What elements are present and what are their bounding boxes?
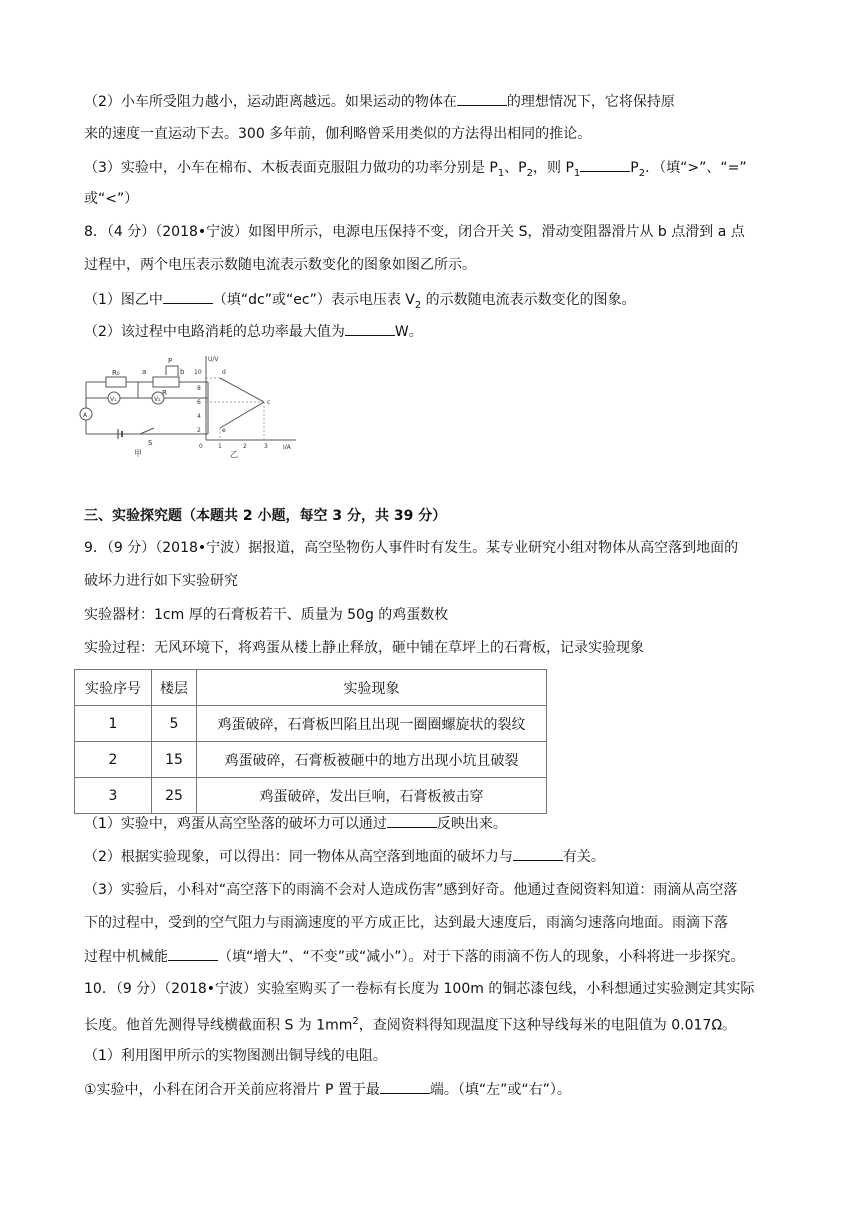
q9-part1: （1）实验中，鸡蛋从高空坠落的破坏力可以通过 反映出来。: [84, 813, 507, 834]
q7-part3-line2: 或“<”）: [84, 191, 139, 207]
answer-blank[interactable]: [380, 1079, 430, 1094]
label-b: b: [180, 368, 185, 376]
q9-part3-line3: 过程中机械能 （填“增大”、“不变”或“减小”）。对于下落的雨滴不伤人的现象，小科将进一步探究。: [84, 946, 745, 967]
label-r0: R₀: [112, 369, 120, 377]
label-v2: V₂: [154, 396, 161, 403]
q8-stem-line2: 过程中，两个电压表示数随电流表示数变化的图象如图乙所示。: [84, 257, 476, 273]
q10-stem-line1: 10．（9 分）（2018•宁波）实验室购买了一卷标有长度为 100m 的铜芯漆包线，小科想通过实验测定其实际: [84, 981, 755, 997]
q9-stem-line2: 破坏力进行如下实验研究: [84, 573, 238, 589]
q7-part2-line1: （2）小车所受阻力越小，运动距离越远。如果运动的物体在 的理想情况下，它将保持原: [84, 91, 675, 112]
answer-blank[interactable]: [457, 91, 507, 106]
q10-stem-line2: 长度。他首先测得导线横截面积 S 为 $1mm^2$，查阅资料得知现温度下这种导线每米的电阻值为 0.017Ω。: [84, 1016, 737, 1034]
label-s: S: [148, 439, 153, 447]
point-c: c: [267, 399, 271, 406]
answer-blank[interactable]: [345, 321, 395, 336]
answer-blank[interactable]: [168, 946, 218, 961]
label-a: a: [142, 368, 147, 376]
table-row: 2 15 鸡蛋破碎，石膏板被砸中的地方出现小坑且破裂: [75, 742, 547, 778]
q9-procedure: 实验过程：无风环境下，将鸡蛋从楼上静止释放，砸中铺在草坪上的石膏板，记录实验现象: [84, 640, 644, 656]
q7-part3-line1: （3）实验中，小车在棉布、木板表面克服阻力做功的功率分别是 $P_1$、$P_2$，则 $P_1$ $P_2$．（填“>”、“=”: [84, 157, 747, 184]
table-row: 3 25 鸡蛋破碎，发出巨响，石膏板被击穿: [75, 778, 547, 814]
q9-part3-line1: （3）实验后，小科对“高空落下的雨滴不会对人造成伤害”感到好奇。他通过查阅资料知道：雨滴从高空落: [84, 882, 738, 898]
table-row: 1 5 鸡蛋破碎，石膏板凹陷且出现一圈圈螺旋状的裂纹: [75, 706, 547, 742]
label-ammeter: A: [83, 412, 88, 419]
q10-part1-sub1: ①实验中，小科在闭合开关前应将滑片 P 置于最 端。（填“左”或“右”）。: [84, 1079, 571, 1100]
y-axis-label: U/V: [208, 356, 219, 363]
label-jia: 甲: [134, 449, 142, 458]
q7-part2-line2: 来的速度一直运动下去。300 多年前，伽利略曾采用类似的方法得出相同的推论。: [84, 126, 592, 142]
experiment-table: [74, 669, 547, 814]
q10-part1: （1）利用图甲所示的实物图测出铜导线的电阻。: [84, 1048, 387, 1064]
svg-text:10: 10: [194, 369, 202, 376]
section-3-title: 三、实验探究题（本题共 2 小题，每空 3 分，共 39 分）: [84, 508, 447, 524]
q8-stem-line1: 8．（4 分）（2018•宁波）如图甲所示，电源电压保持不变，闭合开关 S，滑动变阻器滑片从 b 点滑到 a 点: [84, 224, 745, 240]
circuit-diagram: [80, 366, 208, 439]
q8-figure: [78, 352, 308, 462]
svg-text:4: 4: [197, 413, 201, 420]
q8-part1: （1）图乙中 （填“dc”或“ec”）表示电压表 $V_2$ 的示数随电流表示数变化的图象。: [84, 289, 636, 316]
q9-stem-line1: 9．（9 分）（2018•宁波）据报道，高空坠物伤人事件时有发生。某专业研究小组对物体从高空落到地面的: [84, 540, 739, 556]
table-header-row: 实验序号 楼层 实验现象: [75, 670, 547, 706]
answer-blank[interactable]: [387, 813, 437, 828]
svg-text:1: 1: [218, 443, 222, 450]
label-v1: V₁: [110, 396, 117, 403]
answer-blank[interactable]: [513, 846, 563, 861]
point-d: d: [222, 369, 226, 376]
q8-part2: （2）该过程中电路消耗的总功率最大值为 W。: [84, 321, 423, 342]
rheostat-r: [153, 377, 179, 387]
q9-part2: （2）根据实验现象，可以得出：同一物体从高空落到地面的破坏力与 有关。: [84, 846, 605, 867]
x-axis-label: I/A: [283, 444, 291, 451]
svg-text:2: 2: [197, 427, 201, 434]
label-yi: 乙: [230, 450, 238, 459]
svg-text:2: 2: [243, 443, 247, 450]
resistor-r0: [106, 377, 126, 387]
q9-part3-line2: 下的过程中，受到的空气阻力与雨滴速度的平方成正比，达到最大速度后，雨滴匀速落向地面。雨滴下落: [84, 915, 728, 931]
label-r: R: [162, 389, 167, 397]
svg-text:0: 0: [199, 443, 203, 450]
q9-materials: 实验器材：1cm 厚的石膏板若干、质量为 50g 的鸡蛋数枚: [84, 607, 449, 623]
answer-blank[interactable]: [580, 157, 630, 172]
svg-text:3: 3: [264, 443, 268, 450]
svg-text:6: 6: [197, 399, 201, 406]
u-i-graph: [206, 356, 296, 440]
answer-blank[interactable]: [163, 289, 213, 304]
label-p: P: [168, 357, 173, 365]
svg-text:8: 8: [197, 385, 201, 392]
point-e: e: [222, 427, 226, 434]
